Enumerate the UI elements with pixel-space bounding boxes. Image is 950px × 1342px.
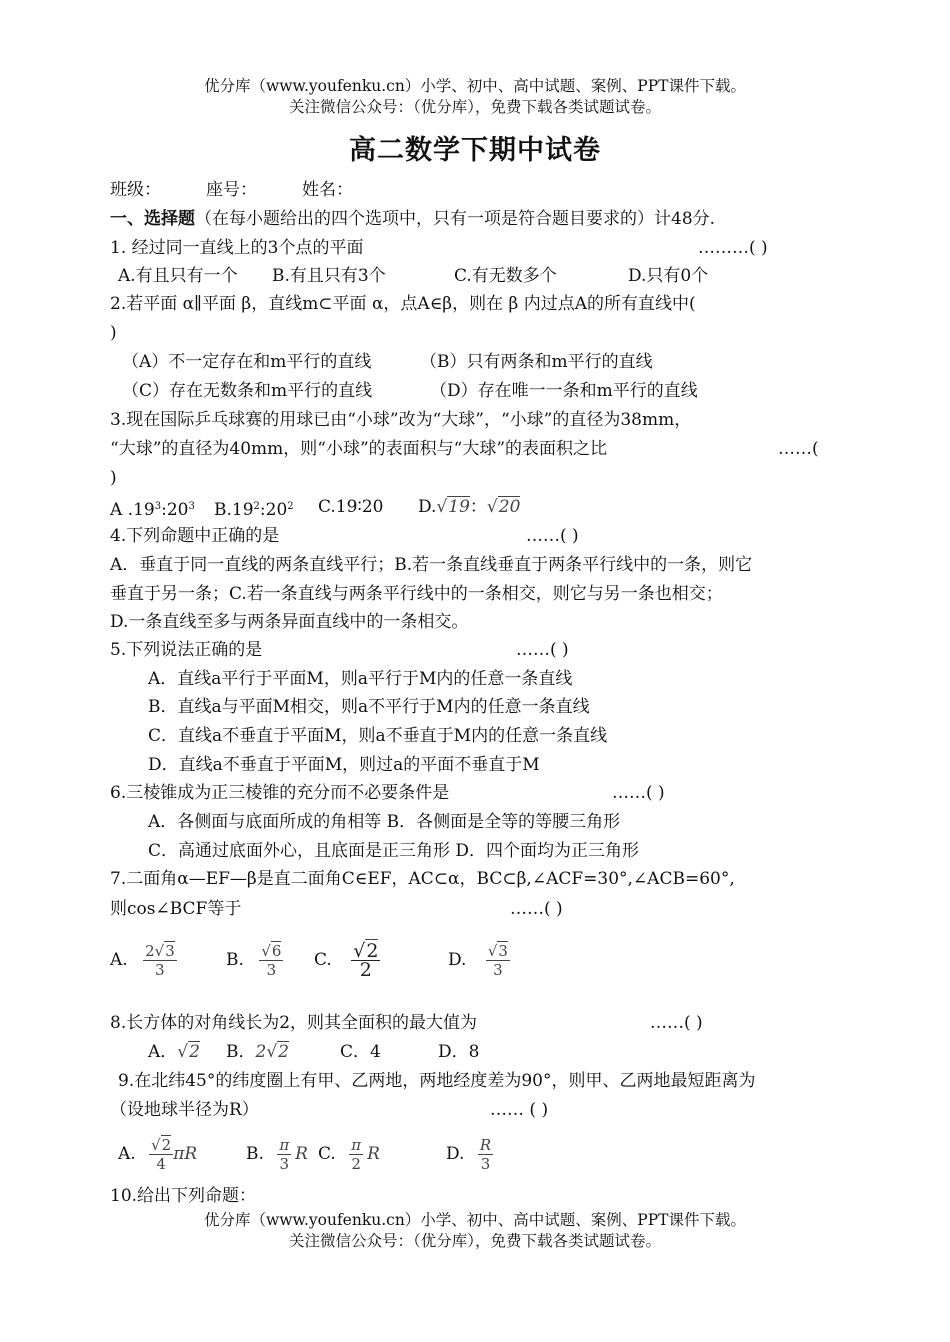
q8-option-d: D．8 bbox=[438, 1042, 480, 1062]
q7-c-fraction: $\frac{√2}{2}$ bbox=[353, 940, 379, 981]
q7-c-label: C. bbox=[314, 950, 332, 970]
q9-b-fraction: $\frac{\pi}{3}$ bbox=[279, 1136, 290, 1173]
header-line-1: 优分库（www.youfenku.cn）小学、初中、高中试题、案例、PPT课件下载。 bbox=[203, 77, 747, 95]
q7-answer-blank: ……( ) bbox=[510, 899, 563, 919]
q9-b-tail: R bbox=[295, 1144, 308, 1164]
q9-option-b bbox=[246, 1128, 308, 1180]
q5-answer-blank: ……( ) bbox=[516, 640, 569, 660]
q4-line-3: D.一条直线至多与两条异面直线中的一条相交。 bbox=[110, 612, 469, 632]
q1-option-b: B.有且只有3个 bbox=[272, 266, 386, 286]
q2-stem: 2.若平面 α∥平面 β，直线m⊂平面 α，点A∈β，则在 β 内过点A的所有直线中( bbox=[110, 294, 696, 314]
q7-a-fraction: $\frac{2√3}{3}$ bbox=[145, 942, 175, 979]
q6-answer-blank: ……( ) bbox=[612, 783, 665, 803]
q3-option-c: C.19∶20 bbox=[318, 497, 384, 517]
q9-option-a bbox=[118, 1128, 197, 1180]
q7-option-b bbox=[226, 938, 283, 982]
seat-label: 座号： bbox=[206, 180, 257, 200]
q1-answer-blank: ………( ) bbox=[698, 238, 768, 258]
q2-option-b: （B）只有两条和m平行的直线 bbox=[420, 352, 653, 372]
q9-b-label: B. bbox=[246, 1144, 264, 1164]
q4-line-1: A．垂直于同一直线的两条直线平行；B.若一条直线垂直于两条平行线中的一条，则它 bbox=[110, 555, 753, 575]
q9-option-c bbox=[318, 1128, 380, 1180]
page-footer bbox=[0, 1210, 950, 1252]
q3-option-a bbox=[110, 495, 195, 522]
q2-option-a: （A）不一定存在和m平行的直线 bbox=[122, 352, 372, 372]
q7-line-2: 则cos∠BCF等于 bbox=[110, 899, 242, 919]
q9-a-fraction: $\frac{√2}{4}$ bbox=[151, 1136, 172, 1173]
header-line-2: 关注微信公众号：（优分库），免费下载各类试题试卷。 bbox=[288, 98, 661, 116]
q8-option-a bbox=[148, 1040, 200, 1064]
q8-b-label: B． bbox=[226, 1042, 256, 1062]
q3-a-exp2: 3 bbox=[188, 501, 195, 512]
q3-b-base: B.19 bbox=[214, 500, 254, 520]
q3-b-mid: :20 bbox=[259, 500, 288, 520]
q5-option-b: B．直线a与平面M相交，则a不平行于M内的任意一条直线 bbox=[148, 697, 590, 717]
q3-a-exp1: 3 bbox=[154, 501, 162, 512]
q6-options-cd: C．高通过底面外心，且底面是正三角形 D．四个面均为正三角形 bbox=[148, 841, 640, 861]
q7-option-a bbox=[110, 938, 177, 982]
q7-d-fraction: $\frac{√3}{3}$ bbox=[487, 942, 508, 979]
q7-line-1: 7.二面角α—EF—β是直二面角C∈EF，AC⊂α，BC⊂β,∠ACF=30°,∠ACB=60°, bbox=[110, 869, 735, 889]
q3-line-1: 3.现在国际乒乓球赛的用球已由“小球”改为“大球”，“小球”的直径为38mm， bbox=[110, 410, 692, 430]
q10-stem: 10.给出下列命题： bbox=[110, 1186, 257, 1206]
q3-option-d bbox=[418, 495, 520, 519]
q5-option-d: D．直线a不垂直于平面M，则过a的平面不垂直于M bbox=[148, 755, 540, 775]
q8-stem: 8.长方体的对角线长为2，则其全面积的最大值为 bbox=[110, 1013, 478, 1033]
q3-line-2: “大球”的直径为40mm，则“小球”的表面积与“大球”的表面积之比 bbox=[110, 439, 608, 459]
footer-line-2: 关注微信公众号：（优分库），免费下载各类试题试卷。 bbox=[288, 1232, 661, 1250]
q9-c-tail: R bbox=[367, 1144, 380, 1164]
q7-d-label: D. bbox=[448, 950, 467, 970]
q3-d-label: D. bbox=[418, 497, 437, 517]
q2-option-c: （C）存在无数条和m平行的直线 bbox=[122, 381, 373, 401]
q1-option-d: D.只有0个 bbox=[628, 266, 709, 286]
q8-option-b bbox=[226, 1040, 289, 1064]
q2-option-d: （D）存在唯一一条和m平行的直线 bbox=[430, 381, 698, 401]
q9-d-label: D. bbox=[446, 1144, 465, 1164]
q7-option-d bbox=[448, 938, 510, 982]
section-title: 一、选择题 bbox=[110, 209, 195, 229]
section-heading bbox=[110, 207, 715, 231]
q9-d-fraction: $\frac{R}{3}$ bbox=[479, 1136, 492, 1173]
q6-stem: 6.三棱锥成为正三棱锥的充分而不必要条件是 bbox=[110, 783, 450, 803]
q7-b-fraction: $\frac{√6}{3}$ bbox=[261, 942, 282, 979]
class-label: 班级： bbox=[110, 180, 161, 200]
footer-line-1: 优分库（www.youfenku.cn）小学、初中、高中试题、案例、PPT课件下载。 bbox=[203, 1211, 747, 1229]
q2-stem-close: ) bbox=[110, 323, 117, 343]
q3-b-exp1: 2 bbox=[253, 501, 260, 512]
q1-stem: 1. 经过同一直线上的3个点的平面 bbox=[110, 238, 364, 258]
page-header bbox=[0, 76, 950, 118]
section-description: （在每小题给出的四个选项中，只有一项是符合题目要求的）计48分. bbox=[195, 209, 716, 229]
q3-d-sqrt-1: √19 bbox=[436, 497, 470, 517]
q4-answer-blank: ……( ) bbox=[526, 526, 579, 546]
q7-a-label: A. bbox=[110, 950, 128, 970]
q3-d-sqrt-2: √20 bbox=[486, 497, 521, 517]
q9-line-1: 9.在北纬45°的纬度圈上有甲、乙两地，两地经度差为90°，则甲、乙两地最短距离为 bbox=[118, 1071, 756, 1091]
q6-options-ab: A．各侧面与底面所成的角相等 B．各侧面是全等的等腰三角形 bbox=[148, 812, 621, 832]
q8-option-c: C．4 bbox=[340, 1042, 381, 1062]
q9-a-label: A. bbox=[118, 1144, 136, 1164]
q3-stem-close: ) bbox=[110, 468, 117, 488]
q7-option-c bbox=[314, 938, 380, 982]
q9-answer-blank: …… ( ) bbox=[490, 1100, 549, 1120]
q8-b-value: 2√2 bbox=[255, 1042, 289, 1062]
q3-option-b bbox=[214, 495, 294, 522]
q3-answer-blank: ……( bbox=[778, 439, 819, 459]
q7-b-label: B. bbox=[226, 950, 244, 970]
q4-line-2: 垂直于另一条；C.若一条直线与两条平行线中的一条相交，则它与另一条也相交； bbox=[110, 584, 723, 604]
q1-option-a: A.有且只有一个 bbox=[118, 266, 238, 286]
q9-option-d bbox=[446, 1128, 493, 1180]
q5-option-c: C．直线a不垂直于平面M，则a不垂直于M内的任意一条直线 bbox=[148, 726, 608, 746]
q3-a-base: A .19 bbox=[110, 500, 155, 520]
q8-a-value: √2 bbox=[177, 1042, 200, 1062]
q5-option-a: A．直线a平行于平面M，则a平行于M内的任意一条直线 bbox=[148, 669, 573, 689]
exam-title: 高二数学下期中试卷 bbox=[349, 135, 601, 166]
q3-d-separator: ： bbox=[469, 497, 487, 517]
q5-stem: 5.下列说法正确的是 bbox=[110, 640, 263, 660]
q9-c-fraction: $\frac{\pi}{2}$ bbox=[351, 1136, 362, 1173]
q9-a-tail: πR bbox=[173, 1144, 198, 1164]
q3-a-mid: :20 bbox=[161, 500, 189, 520]
q8-answer-blank: ……( ) bbox=[650, 1013, 703, 1033]
q9-line-2: （设地球半径为R） bbox=[110, 1100, 259, 1120]
q4-stem: 4.下列命题中正确的是 bbox=[110, 526, 280, 546]
q1-option-c: C.有无数多个 bbox=[454, 266, 557, 286]
name-label: 姓名： bbox=[302, 180, 353, 200]
q9-c-label: C. bbox=[318, 1144, 336, 1164]
q3-b-exp2: 2 bbox=[287, 501, 294, 512]
q8-a-label: A． bbox=[148, 1042, 178, 1062]
